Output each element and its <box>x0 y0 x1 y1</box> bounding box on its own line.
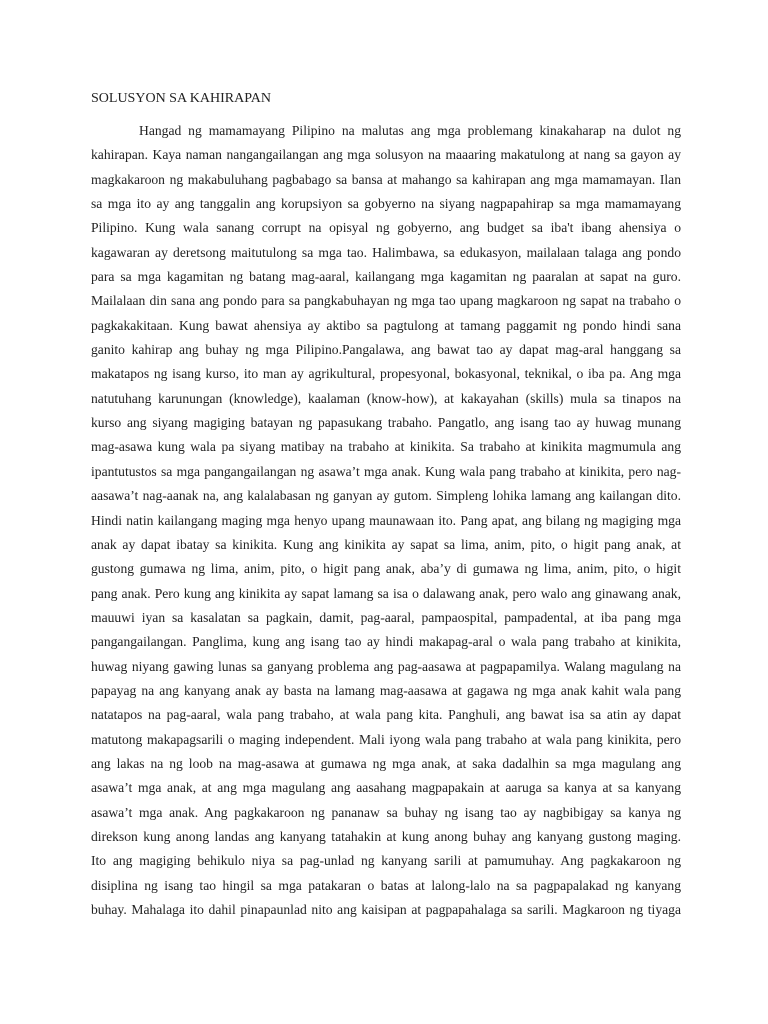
body-line: kurso ang siyang magiging batayan ng papasukang trabaho. Pangatlo, ang isang tao ay huwag munang <box>91 415 681 431</box>
body-line: Hangad ng mamamayang Pilipino na malutas ang mga problemang kinakaharap na dulot ng <box>139 123 681 138</box>
body-line: direkson kung anong landas ang kanyang tatahakin at kung anong buhay ang kanyang gustong maging. <box>91 828 681 844</box>
body-line: pagkakakitaan. Kung bawat ahensiya ay aktibo sa pagtulong at tamang paggamit ng pondo hindi sana <box>91 317 681 333</box>
body-line: kagawaran ay deretsong maitutulong sa mga tao. Halimbawa, sa edukasyon, mailalaan talaga ang pondo <box>91 244 681 260</box>
body-line: pangangailangan. Panglima, kung ang isang tao ay hindi makapag-aral o wala pang trabaho at kinikita, <box>91 634 681 650</box>
body-line: Mailalaan din sana ang pondo para sa pangkabuhayan ng mga tao upang magkaroon ng sapat na trabaho o <box>91 293 681 309</box>
body-line: papayag na ang kanyang anak ay basta na lamang mag-aasawa at gagawa ng mga anak kahit wala pang <box>91 682 681 698</box>
body-line: disiplina ng isang tao hingil sa mga patakaran o batas at lalong-lalo na sa pagpapalakad ng kanyang <box>91 877 681 893</box>
body-line: Ito ang magiging behikulo niya sa pag-unlad ng kanyang sarili at pamumuhay. Ang pagkakaroon ng <box>91 853 681 869</box>
body-line: gustong gumawa ng lima, anim, pito, o higit pang anak, aba’y di gumawa ng lima, anim, pito, o higit <box>91 561 681 577</box>
body-line: asawa’t mga anak. Ang pagkakaroon ng pananaw sa buhay ng isang tao ay nagbibigay sa kanya ng <box>91 804 681 820</box>
document-title: SOLUSYON SA KAHIRAPAN <box>91 91 271 106</box>
document-body <box>91 119 681 922</box>
body-line: ipantutustos sa mga pangangailangan ng asawa’t mga anak. Kung wala pang trabaho at kinikita, pero nag- <box>91 463 681 479</box>
body-line: sa mga ito ay ang tanggalin ang korupsiyon sa gobyerno na siyang nagpapahirap sa mga mamamayang <box>91 196 681 212</box>
body-line: huwag niyang gawing lunas sa ganyang problema ang pag-aasawa at pagpapamilya. Walang magulang na <box>91 658 681 674</box>
body-line: asawa’t mga anak, at ang mga magulang ang aasahang magpapakain at aaruga sa kanya at sa kanyang <box>91 780 681 796</box>
body-line: magkakaroon ng makabuluhang pagbabago sa bansa at mahango sa kahirapan ang mga mamamayan. Ilan <box>91 171 681 187</box>
body-line: natatapos na pag-aaral, wala pang trabaho, at wala pang kita. Panghuli, ang bawat isa sa atin ay dapat <box>91 707 681 723</box>
body-line: ang lakas na ng loob na mag-asawa at gumawa ng mga anak, at saka dadalhin sa mga magulang ang <box>91 755 681 771</box>
body-line: makatapos ng isang kurso, ito man ay agrikultural, propesyonal, bokasyonal, teknikal, o iba pa. Ang mga <box>91 366 681 382</box>
body-line: anak ay dapat ibatay sa kinikita. Kung ang kinikita ay sapat sa lima, anim, pito, o higit pang anak, at <box>91 536 681 552</box>
body-line: matutong makapagsarili o maging independent. Mali iyong wala pang trabaho at wala pang kinikita, pero <box>91 731 681 747</box>
body-line: mag-asawa kung wala pa siyang matibay na trabaho at kinikita. Sa trabaho at kinikita magmumula ang <box>91 439 681 455</box>
body-line: kahirapan. Kaya naman nangangailangan ang mga solusyon na maaaring makatulong at nang sa gayon ay <box>91 147 681 163</box>
body-line: Hindi natin kailangang maging mga henyo upang maunawaan ito. Pang apat, ang bilang ng magiging mga <box>91 512 681 528</box>
body-line: natutuhang karunungan (knowledge), kaalaman (know-how), at kakayahan (skills) mula sa tinapos na <box>91 390 681 406</box>
body-line: mauuwi iyan sa kasalatan sa pagkain, damit, pag-aaral, pampaospital, pampadental, at iba pang mga <box>91 609 681 625</box>
body-line: pang anak. Pero kung ang kinikita ay sapat lamang sa isa o dalawang anak, pero walo ang ginawang anak, <box>91 585 681 601</box>
body-line: ganito kahirap ang buhay ng mga Pilipino.Pangalawa, ang bawat tao ay dapat mag-aral hanggang sa <box>91 342 681 358</box>
body-line: Pilipino. Kung wala sanang corrupt na opisyal ng gobyerno, ang budget sa iba't ibang ahensiya o <box>91 220 681 236</box>
body-line: buhay. Mahalaga ito dahil pinapaunlad nito ang kaisipan at pagpapahalaga sa sarili. Magkaroon ng tiyaga <box>91 902 681 917</box>
body-line: aasawa’t nag-aanak na, ang kalalabasan ng ganyan ay gutom. Simpleng lohika lamang ang kailangan dito. <box>91 488 681 504</box>
body-line: para sa mga kagamitan ng batang mag-aaral, kailangang mga kagamitan ng paaralan at sapat na guro. <box>91 269 681 285</box>
